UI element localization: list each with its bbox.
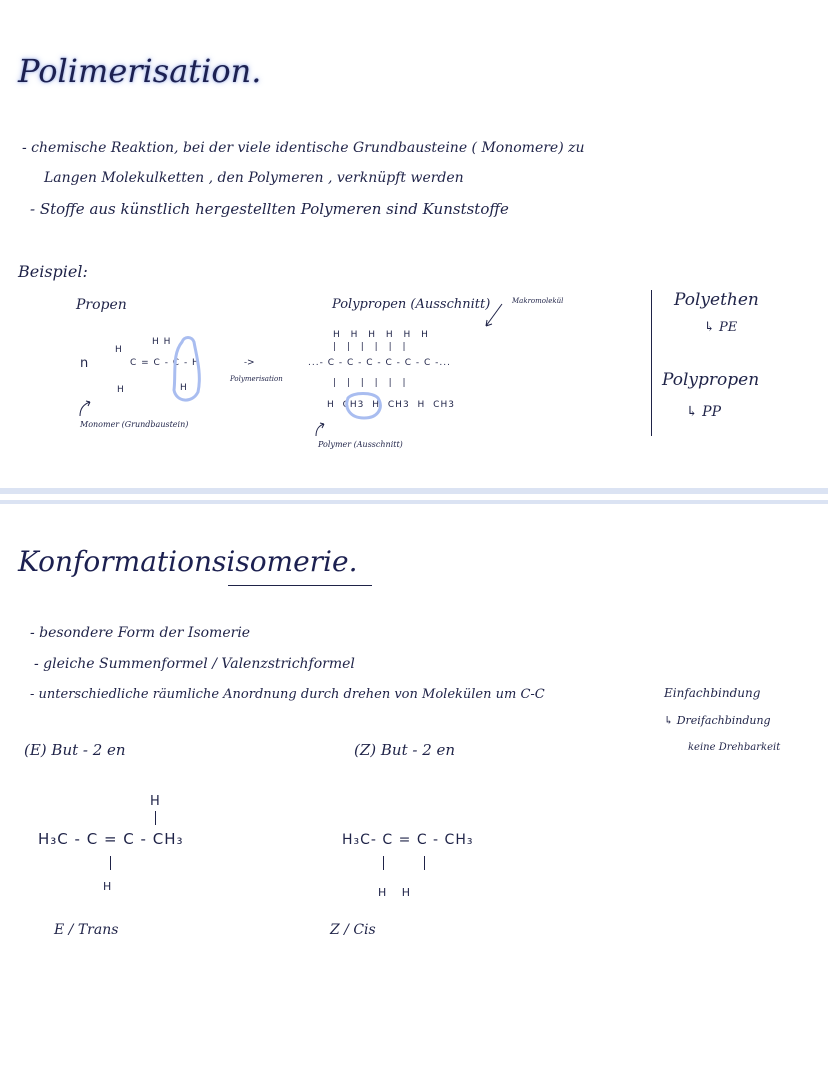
- isomerie-bullet-3: - unterschiedliche räumliche Anordnung durch drehen von Molekülen um C-C: [30, 687, 545, 702]
- keine-drehbarkeit-label: keine Drehbarkeit: [688, 742, 781, 753]
- section-divider-2: [0, 500, 828, 504]
- side-divider-line: [651, 290, 652, 436]
- ch3-highlight: [342, 392, 386, 422]
- section-title-konformationsisomerie: Konformationsisomerie.: [18, 545, 358, 578]
- dreifachbindung-label: ↳ Dreifachbindung: [664, 714, 771, 727]
- z-formula-main: H₃C- C = C - CH₃: [342, 832, 474, 848]
- propen-main-chain: C = C - C - H: [130, 358, 200, 368]
- curved-arrow-icon-2: [312, 420, 330, 438]
- einfachbindung-label: Einfachbindung: [664, 686, 761, 700]
- makromolekuel-label: Makromolekül: [512, 297, 564, 305]
- bullet-2: - Stoffe aus künstlich hergestellten Polymeren sind Kunststoffe: [30, 200, 509, 218]
- propen-left-top-h: H: [115, 345, 123, 355]
- n-coefficient: n: [80, 356, 90, 371]
- poly-chain: ...- C - C - C - C - C - C -...: [308, 358, 451, 368]
- section-divider-1: [0, 488, 828, 494]
- arrow-down-left-icon: [482, 302, 504, 330]
- propen-bottom-h: H: [180, 383, 188, 393]
- e-formula-top-h: H: [150, 794, 161, 809]
- example-label: Beispiel:: [18, 262, 88, 281]
- poly-top-h: H H H H H H: [333, 330, 429, 340]
- poly-bottom-bonds: | | | | | |: [333, 378, 407, 388]
- arrow-label-polymerisation: Polymerisation: [230, 375, 283, 383]
- z-formula-bond-left: [383, 856, 384, 870]
- polyethen-label: Polyethen: [674, 290, 759, 310]
- e-formula-top-bond: [155, 811, 156, 825]
- pp-abbr: ↳ PP: [686, 404, 722, 420]
- methyl-highlight: [168, 334, 208, 406]
- curved-arrow-icon: [76, 398, 96, 418]
- e-formula-bottom-h: H: [103, 880, 113, 893]
- e-formula-main: H₃C - C = C - CH₃: [38, 830, 184, 848]
- polymer-label: Polymer (Ausschnitt): [318, 440, 403, 449]
- z-isomer-label: (Z) But - 2 en: [354, 741, 456, 759]
- poly-bottom-groups: H CH3 H CH3 H CH3: [327, 400, 455, 410]
- e-formula-bottom-bond: [110, 856, 111, 870]
- z-formula-bottom-h: H H: [378, 886, 412, 899]
- z-caption: Z / Cis: [330, 922, 376, 938]
- pe-abbr: ↳ PE: [704, 320, 738, 335]
- isomerie-bullet-2: - gleiche Summenformel / Valenzstrichformel: [34, 656, 355, 672]
- e-isomer-label: (E) But - 2 en: [24, 741, 126, 759]
- e-caption: E / Trans: [54, 922, 119, 938]
- section-title-polimerisation: Polimerisation.: [18, 52, 262, 90]
- z-formula-bond-right: [424, 856, 425, 870]
- polypropen-label: Polypropen (Ausschnitt): [332, 297, 491, 312]
- poly-top-bonds: | | | | | |: [333, 342, 407, 352]
- reaction-arrow: ->: [244, 358, 255, 368]
- propen-top-h: H H: [152, 337, 172, 347]
- bullet-1: - chemische Reaktion, bei der viele identische Grundbausteine ( Monomere) zu: [22, 140, 585, 156]
- polypropen-side-label: Polypropen: [662, 370, 760, 390]
- isomerie-bullet-1: - besondere Form der Isomerie: [30, 625, 251, 641]
- monomer-label: Monomer (Grundbaustein): [80, 420, 189, 429]
- bullet-1-cont: Langen Molekulketten , den Polymeren , verknüpft werden: [44, 170, 464, 186]
- propen-left-bottom-h: H: [117, 385, 125, 395]
- title-underline: [228, 585, 372, 586]
- propen-label: Propen: [76, 297, 127, 313]
